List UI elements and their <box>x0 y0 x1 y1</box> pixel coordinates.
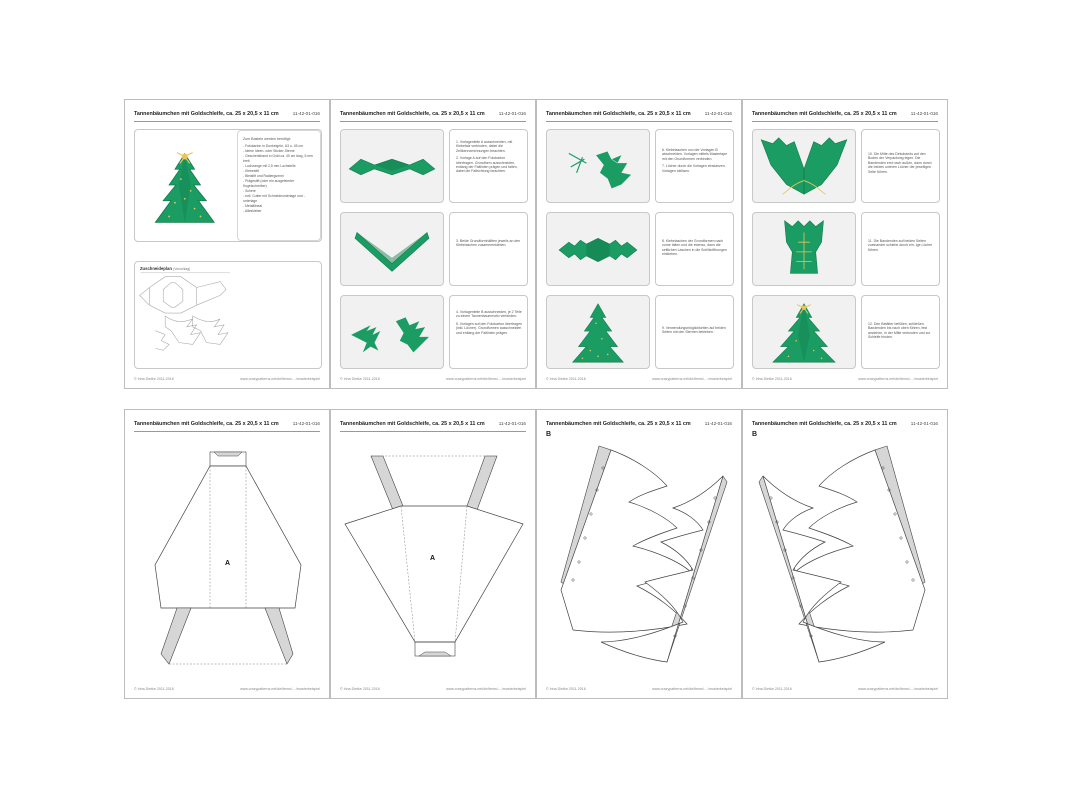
page-url: www.crazypatterns.net/de/items/..../musterbeispiel <box>240 687 320 691</box>
copyright-text: © Irina Dietke 2011-2016 <box>546 377 586 381</box>
page-url: www.crazypatterns.net/de/items/..../musterbeispiel <box>858 377 938 381</box>
copyright-text: © Irina Dietke 2011-2016 <box>134 687 174 691</box>
page-footer <box>752 373 938 381</box>
step-paragraph: 2. Vorlage A auf den Fotokarton übertragen. Grundform ausschneiden, entlang der Faltlinien prägen und falten, dabei die Faltrichtung beachten. <box>456 156 518 174</box>
template-b-shape <box>537 410 742 699</box>
step-text <box>868 152 934 177</box>
page-url: www.crazypatterns.net/de/items/..../musterbeispiel <box>858 687 938 691</box>
page-title: Tannenbäumchen mit Goldschleife, ca. 25 x 20,5 x 11 cm <box>752 421 897 427</box>
material-item: - Metalllineal <box>243 204 317 209</box>
header-rule <box>134 121 320 122</box>
step-photo <box>546 129 650 203</box>
copyright-text: © Irina Dietke 2011-2016 <box>752 377 792 381</box>
step-photo <box>340 295 444 369</box>
step-paragraph: 12. Den Betätter befüllen, schließen. Bandenden bis nach oben führen, fest anziehen, in der Mitte verknoten und zur Schleife binden. <box>868 322 931 340</box>
page-url: www.crazypatterns.net/de/items/..../musterbeispiel <box>446 377 526 381</box>
cutting-plan-subtitle: (Vorschlag) <box>173 267 191 271</box>
template-page-a1 <box>124 409 330 699</box>
page-title: Tannenbäumchen mit Goldschleife, ca. 25 x 20,5 x 11 cm <box>340 421 485 427</box>
copyright-text: © Irina Dietke 2011-2016 <box>546 687 586 691</box>
header-rule <box>340 121 526 122</box>
template-page-b2 <box>742 409 948 699</box>
material-item: - Prägestift (oder ein ausgeleierter Kugelschreiber) <box>243 179 317 189</box>
step-paragraph: 3. Beide Grundformhälften jeweils an den Klebelaschen zusammenkleben. <box>456 239 521 248</box>
page-code: 11-42-01-016 <box>910 111 938 116</box>
page-url: www.crazypatterns.net/de/items/..../musterbeispiel <box>652 687 732 691</box>
page-title: Tannenbäumchen mit Goldschleife, ca. 25 x 20,5 x 11 cm <box>546 111 691 117</box>
decorated-tree-photo <box>547 296 649 368</box>
materials-intro: Zum Basteln werden benötigt: <box>243 137 291 141</box>
step-text-box <box>861 129 940 203</box>
step-paragraph: 10. Die Mitte des Dekobands auf den Boden der Verpackung legen. Die Bandenden erst nach außen, dann durch die beiden unteren Löcher der jeweiligen Seite führen. <box>868 152 932 174</box>
template-letter: B <box>546 431 552 438</box>
step-text-box <box>655 129 734 203</box>
step-text <box>662 239 728 260</box>
step-text <box>662 326 728 338</box>
page-title: Tannenbäumchen mit Goldschleife, ca. 25 x 20,5 x 11 cm <box>134 421 279 427</box>
page-code: 11-42-01-016 <box>292 111 320 116</box>
step-text-box <box>655 295 734 369</box>
step-text <box>456 239 522 251</box>
cutting-plan-heading: Zuschneideplan <box>140 266 172 271</box>
step-paragraph: 1. Vorlagenteile A ausschneiden, mit Klebefalz verbinden, dabei die Zeitkennzeichnungen beachten. <box>456 140 513 153</box>
step-photo <box>340 212 444 286</box>
materials-box <box>134 129 322 242</box>
step-text-box <box>449 129 528 203</box>
page-title: Tannenbäumchen mit Goldschleife, ca. 25 x 20,5 x 11 cm <box>340 111 485 117</box>
template-on-card-photo <box>547 130 649 202</box>
step-text <box>456 140 522 177</box>
material-item: - evtl. Cutter mit Schneideunterlage und -unterlage <box>243 194 317 204</box>
step-text <box>662 148 728 176</box>
material-item: - Schere <box>243 189 317 194</box>
material-item: - kleine Ideen- oder Sticker-Sterne <box>243 149 317 154</box>
instruction-page-1 <box>124 99 330 389</box>
template-page-a2 <box>330 409 536 699</box>
page-footer <box>134 683 320 691</box>
folded-base-photo <box>341 130 443 202</box>
ribbon-base-photo <box>753 130 855 202</box>
page-footer <box>546 683 732 691</box>
page-code: 11-42-01-016 <box>498 111 526 116</box>
instruction-page-4 <box>742 99 948 389</box>
material-item: - Lochzange mit 2,5 mm Lochstelle <box>243 164 317 169</box>
template-label: A <box>430 555 436 562</box>
material-item: - Klebestift <box>243 169 317 174</box>
template-a-shape <box>125 410 330 699</box>
template-label: A <box>225 560 231 567</box>
page-url: www.crazypatterns.net/de/items/..../musterbeispiel <box>652 377 732 381</box>
page-title: Tannenbäumchen mit Goldschleife, ca. 25 x 20,5 x 11 cm <box>546 421 691 427</box>
material-item: - Fotokarton in Dunkelgrün, A3 o. 45 cm <box>243 144 317 149</box>
step-photo <box>752 295 856 369</box>
step-paragraph: 9. Verwendungsmöglichkeiten auf beiden Seiten mit den Sternen bekleben. <box>662 326 726 335</box>
step-paragraph: 4. Vorlagenteile B ausschneiden, je 2 Teile zu einem Tannenbaummotiv verbinden. <box>456 310 522 319</box>
step-paragraph: 8. Klebelaschen der Grundformen nach vorne falten und die ebenso, dann die seitlichen Laschen in die Schlitzöffnungen einkleben. <box>662 239 727 257</box>
step-text <box>868 322 934 343</box>
instruction-page-3 <box>536 99 742 389</box>
materials-list-panel <box>237 130 321 241</box>
cutting-plan-diagram <box>135 262 321 368</box>
step-paragraph: 11. Die Bandenden auf beiden Seiten zueinander schiebe durch ein- ige Löcher führen. <box>868 239 933 252</box>
page-footer <box>340 683 526 691</box>
page-url: www.crazypatterns.net/de/items/..../musterbeispiel <box>446 687 526 691</box>
cutting-plan-box <box>134 261 322 369</box>
template-page-b1 <box>536 409 742 699</box>
step-text-box <box>449 212 528 286</box>
step-text <box>868 239 934 255</box>
page-code: 11-42-01-016 <box>910 421 938 426</box>
copyright-text: © Irina Dietke 2011-2016 <box>340 377 380 381</box>
step-text-box <box>861 295 940 369</box>
instruction-page-2 <box>330 99 536 389</box>
copyright-text: © Irina Dietke 2011-2016 <box>752 687 792 691</box>
copyright-text: © Irina Dietke 2011-2016 <box>340 687 380 691</box>
page-footer <box>134 373 320 381</box>
step-paragraph: 5. Vorlagen auf den Fotokarton übertragen (inkl. Löcher). Grundformen ausschneiden und entlang der Faltlinien prägen. <box>456 321 522 335</box>
material-item: - Geschenkband in Gold ca. 40 cm lang, 5 mm breit <box>243 154 317 164</box>
material-item: - Bleistift und Radiergummi <box>243 174 317 179</box>
step-text-box <box>861 212 940 286</box>
page-code: 11-42-01-016 <box>704 111 732 116</box>
step-text-box <box>655 212 734 286</box>
step-paragraph: 7. Löcher durch die Vorlagen einstanzen. Vorlagen ablösen. <box>662 164 726 173</box>
step-photo <box>546 295 650 369</box>
step-text <box>456 310 522 338</box>
step-photo <box>752 129 856 203</box>
copyright-text: © Irina Dietke 2011-2016 <box>134 377 174 381</box>
header-rule <box>546 121 732 122</box>
page-url: www.crazypatterns.net/de/items/..../musterbeispiel <box>240 377 320 381</box>
step-photo <box>340 129 444 203</box>
header-rule <box>752 121 938 122</box>
page-code: 11-42-01-016 <box>704 421 732 426</box>
glued-base-photo <box>341 213 443 285</box>
page-code: 11-42-01-016 <box>292 421 320 426</box>
template-letter: B <box>752 431 758 438</box>
step-photo <box>546 212 650 286</box>
finished-tree-bow-photo <box>753 296 855 368</box>
page-code: 11-42-01-016 <box>498 421 526 426</box>
materials-list <box>243 144 317 214</box>
assembled-base-photo <box>547 213 649 285</box>
page-footer <box>340 373 526 381</box>
page-title: Tannenbäumchen mit Goldschleife, ca. 25 x 20,5 x 11 cm <box>752 111 897 117</box>
step-photo <box>752 212 856 286</box>
page-footer <box>752 683 938 691</box>
step-text-box <box>449 295 528 369</box>
page-footer <box>546 373 732 381</box>
step-paragraph: 6. Klebelaschen von der Vorlagen B abschneiden. Vorlagen mittels Mastertape mit den Grundformen verbinden. <box>662 148 728 161</box>
materials-inner-box <box>237 130 321 241</box>
page-title: Tannenbäumchen mit Goldschleife, ca. 25 x 20,5 x 11 cm <box>134 111 279 117</box>
material-item: - Alleskleber <box>243 209 317 214</box>
template-b-mirrored-shape <box>743 410 948 699</box>
tree-halves-photo <box>341 296 443 368</box>
ribbon-threaded-photo <box>753 213 855 285</box>
